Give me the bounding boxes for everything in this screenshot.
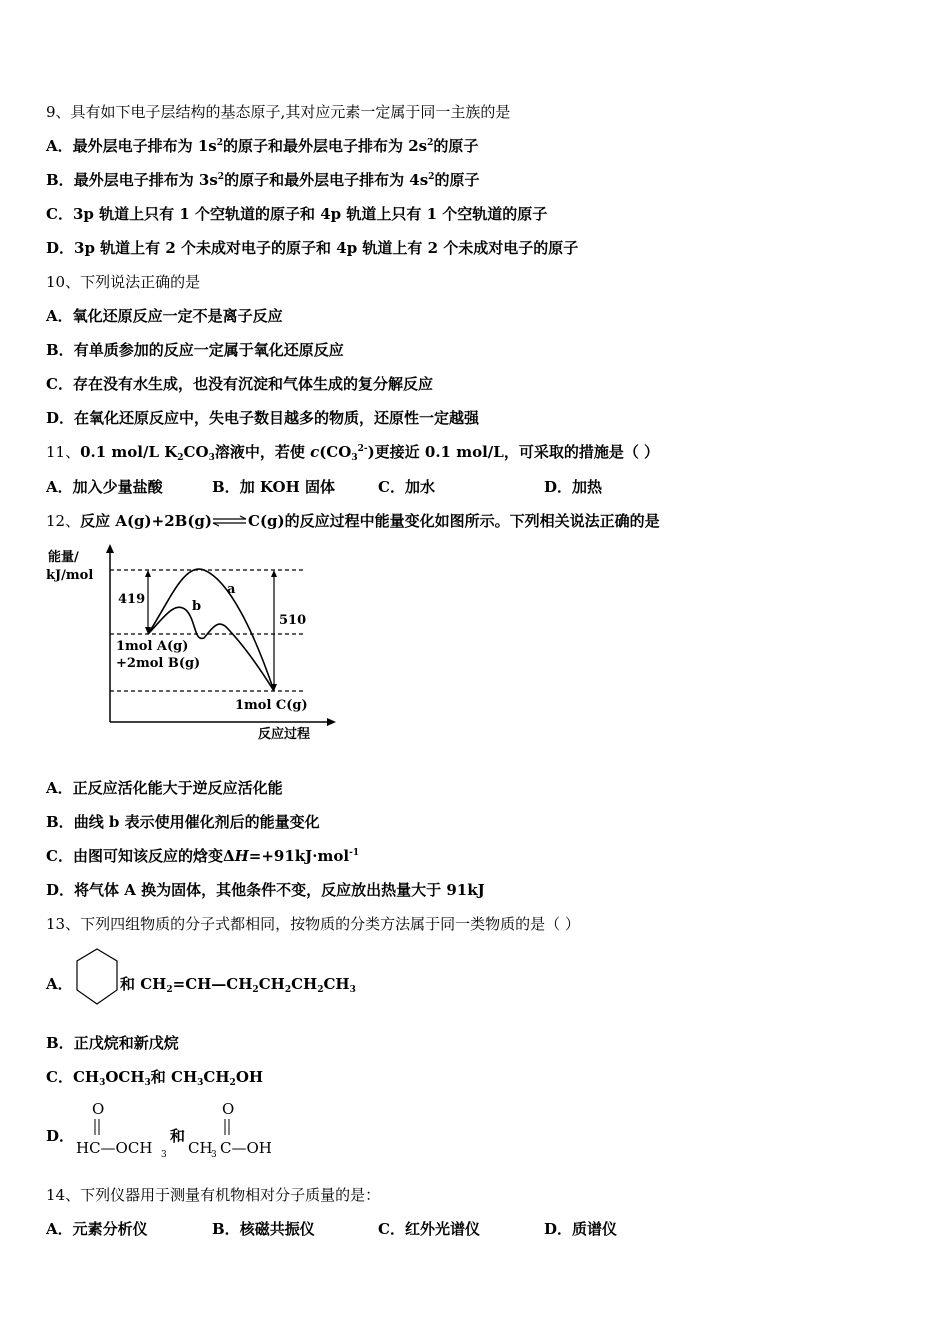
propanoic-cooh: C—OH — [220, 1139, 272, 1157]
carbonyl-oxygen-1: O — [92, 1100, 105, 1118]
q9-b-sup-2: 2 — [428, 172, 435, 182]
q11-sup-1: 2- — [357, 444, 368, 454]
q11-stem — [46, 442, 659, 462]
q13-option-b — [46, 1033, 179, 1053]
arrow-up-icon — [145, 570, 151, 577]
q13-a-f4: CH — [291, 975, 318, 993]
q13-a-s2: 2 — [252, 985, 259, 995]
q9-a-sup-2: 2 — [427, 138, 434, 148]
option-label: B． — [46, 171, 74, 189]
y-axis-arrow-icon — [106, 544, 114, 553]
option-label: A． — [46, 307, 73, 325]
option-label: C． — [378, 1220, 405, 1238]
q13-option-d — [46, 1126, 74, 1146]
option-label: D． — [544, 478, 573, 496]
option-label: A． — [46, 1220, 73, 1238]
energy-diagram — [44, 542, 344, 747]
q14-option-a — [46, 1219, 212, 1239]
q13-c-f5: OH — [235, 1068, 264, 1086]
q12-text-2: C(g) — [248, 512, 285, 530]
q9-option-a — [46, 136, 478, 156]
option-label: A． — [46, 478, 73, 496]
option-label: B． — [212, 478, 240, 496]
q11-sub-3: 3 — [351, 453, 358, 463]
option-label: C． — [46, 375, 73, 393]
q11-option-c — [378, 477, 544, 497]
q13-d-and: 和 — [170, 1127, 186, 1145]
q10-option-d — [46, 408, 479, 428]
q10-stem: 10、下列说法正确的是 — [46, 273, 201, 291]
reactants-label-2: +2mol B(g) — [116, 656, 201, 671]
q10-option-c — [46, 374, 433, 394]
q14-stem: 14、下列仪器用于测量有机物相对分子质量的是： — [46, 1186, 381, 1204]
q12-option-c — [46, 846, 359, 866]
q9-option-c — [46, 204, 547, 224]
q13-c-s2: 3 — [144, 1078, 151, 1088]
q12-b-text: 曲线 b 表示使用催化剂后的能量变化 — [73, 813, 320, 831]
q12-c-text-2: =+91kJ·mol — [248, 847, 350, 865]
reactants-label-1: 1mol A(g) — [116, 639, 189, 654]
q12-option-b — [46, 812, 320, 832]
option-label: A． — [46, 975, 73, 993]
q13-c-s3: 3 — [197, 1078, 204, 1088]
option-label: C． — [46, 847, 73, 865]
q14-b-text: 核磁共振仪 — [239, 1220, 315, 1238]
q13-c-f3: CH — [171, 1068, 198, 1086]
q11-text-4: (CO — [319, 443, 352, 461]
q13-a-f1: CH — [140, 975, 167, 993]
q13-stem: 13、下列四组物质的分子式都相同，按物质的分类方法属于同一类物质的是（ ） — [46, 915, 580, 933]
q13-c-f4: CH — [203, 1068, 230, 1086]
q14-options — [46, 1219, 617, 1239]
q11-text-2: CO — [183, 443, 209, 461]
q14-a-text: 元素分析仪 — [72, 1220, 148, 1238]
q9-c-text: 3p 轨道上只有 1 个空轨道的原子和 4p 轨道上只有 1 个空轨道的原子 — [72, 205, 548, 223]
q14-option-b — [212, 1219, 378, 1239]
option-label: B． — [46, 813, 74, 831]
option-label: A． — [46, 779, 73, 797]
q11-b-text: 加 KOH 固体 — [239, 478, 336, 496]
q9-b-text-3: 的原子 — [434, 171, 480, 189]
q11-text-3: 溶液中，若使 — [214, 443, 311, 461]
cyclohexane-structure-icon — [74, 946, 120, 1008]
q13-c-and: 和 — [150, 1068, 172, 1086]
q10-option-a — [46, 306, 283, 326]
q9-a-text-3: 的原子 — [433, 137, 479, 155]
propanoic-ch3-sub: 3 — [211, 1150, 217, 1160]
q14-option-c — [378, 1219, 544, 1239]
equilibrium-arrow-icon — [212, 515, 248, 527]
q13-d-structures — [74, 1096, 294, 1162]
q9-option-d — [46, 238, 578, 258]
value-419: 419 — [118, 592, 146, 607]
q13-a-s3: 2 — [284, 985, 292, 995]
methyl-formate-sub: 3 — [161, 1150, 167, 1160]
q12-text-1: 反应 A(g)+2B(g) — [80, 512, 213, 530]
q10-c-text: 存在没有水生成，也没有沉淀和气体生成的复分解反应 — [72, 375, 433, 393]
q9-stem: 9、具有如下电子层结构的基态原子,其对应元素一定属于同一主族的是 — [46, 103, 511, 121]
q9-b-sup-1: 2 — [217, 172, 225, 182]
q9-b-text-1: 最外层电子排布为 3s — [73, 171, 218, 189]
option-label: C． — [46, 1068, 73, 1086]
carbonyl-oxygen-2: O — [222, 1100, 235, 1118]
q11-d-text: 加热 — [572, 478, 603, 496]
option-label: A． — [46, 137, 73, 155]
q13-c-s1: 3 — [99, 1078, 106, 1088]
q11-option-a — [46, 477, 212, 497]
q10-option-b — [46, 340, 344, 360]
curve-a-label: a — [227, 582, 236, 597]
q13-option-c — [46, 1067, 263, 1087]
q13-c-f2: OCH — [105, 1068, 145, 1086]
q11-number: 11、 — [46, 443, 81, 461]
q10-a-text: 氧化还原反应一定不是离子反应 — [72, 307, 283, 325]
q12-text-3: 的反应过程中能量变化如图所示。下列相关说法正确的是 — [284, 512, 660, 530]
q13-a-f2: =CH—CH — [172, 975, 253, 993]
q11-option-b — [212, 477, 378, 497]
option-label: D． — [46, 239, 75, 257]
value-510: 510 — [279, 613, 307, 628]
q13-b-text: 正戊烷和新戊烷 — [73, 1034, 179, 1052]
x-label: 反应过程 — [258, 727, 311, 742]
q12-c-sup: -1 — [349, 848, 360, 858]
q10-d-text: 在氧化还原反应中，失电子数目越多的物质，还原性一定越强 — [74, 409, 480, 427]
q11-sub-1: 2 — [177, 453, 184, 463]
q12-number: 12、 — [46, 512, 81, 530]
option-label: B． — [212, 1220, 240, 1238]
q13-a-formula — [120, 974, 356, 994]
q12-option-a — [46, 778, 283, 798]
q13-a-s4: 2 — [317, 985, 324, 995]
y-label-line-1: 能量/ — [48, 550, 79, 565]
q11-a-text: 加入少量盐酸 — [72, 478, 163, 496]
q11-option-d — [544, 477, 602, 497]
option-label: D． — [46, 409, 75, 427]
q13-a-s5: 3 — [349, 985, 356, 995]
methyl-formate-formula: HC—OCH — [76, 1139, 153, 1157]
option-label: B． — [46, 341, 74, 359]
q12-c-text-1: 由图可知该反应的焓变Δ — [72, 847, 235, 865]
q11-sub-2: 3 — [208, 453, 215, 463]
enthalpy-symbol: H — [234, 847, 249, 865]
q9-a-sup-1: 2 — [216, 138, 224, 148]
option-label: C． — [378, 478, 405, 496]
q14-c-text: 红外光谱仪 — [404, 1220, 480, 1238]
q13-c-s4: 2 — [229, 1078, 236, 1088]
q13-option-a — [46, 974, 73, 994]
q12-stem — [46, 511, 660, 531]
q13-c-f1: CH — [72, 1068, 100, 1086]
x-axis-arrow-icon — [327, 718, 336, 726]
q9-a-text-2: 的原子和最外层电子排布为 2s — [223, 137, 428, 155]
q11-text-5: )更接近 0.1 mol/L，可采取的措施是（ ） — [367, 443, 660, 461]
option-label: D． — [544, 1220, 573, 1238]
q11-options — [46, 477, 602, 497]
q12-a-text: 正反应活化能大于逆反应活化能 — [72, 779, 283, 797]
q14-option-d — [544, 1219, 617, 1239]
q13-a-and: 和 — [120, 975, 141, 993]
q13-a-f3: CH — [258, 975, 285, 993]
q9-d-text: 3p 轨道上有 2 个未成对电子的原子和 4p 轨道上有 2 个未成对电子的原子 — [74, 239, 579, 257]
option-label: B． — [46, 1034, 74, 1052]
y-label-line-2: kJ/mol — [46, 568, 94, 583]
q12-d-text: 将气体 A 换为固体，其他条件不变，反应放出热量大于 91kJ — [74, 881, 485, 899]
q9-option-b — [46, 170, 479, 190]
propanoic-ch3: CH — [188, 1139, 213, 1157]
q11-c-text: 加水 — [404, 478, 435, 496]
option-label: D． — [46, 881, 75, 899]
option-label: D． — [46, 1127, 75, 1145]
curve-b-label: b — [192, 599, 202, 614]
q12-option-d — [46, 880, 485, 900]
q10-b-text: 有单质参加的反应一定属于氧化还原反应 — [73, 341, 344, 359]
arrow-up-icon — [271, 570, 277, 577]
q13-a-f5: CH — [323, 975, 350, 993]
q9-a-text-1: 最外层电子排布为 1s — [72, 137, 217, 155]
q11-text-1: 0.1 mol/L K — [80, 443, 178, 461]
option-label: C． — [46, 205, 73, 223]
q13-a-s1: 2 — [166, 985, 173, 995]
product-label: 1mol C(g) — [235, 698, 308, 713]
q14-d-text: 质谱仪 — [572, 1220, 618, 1238]
q9-b-text-2: 的原子和最外层电子排布为 4s — [224, 171, 429, 189]
q11-concentration-symbol: c — [310, 443, 320, 461]
